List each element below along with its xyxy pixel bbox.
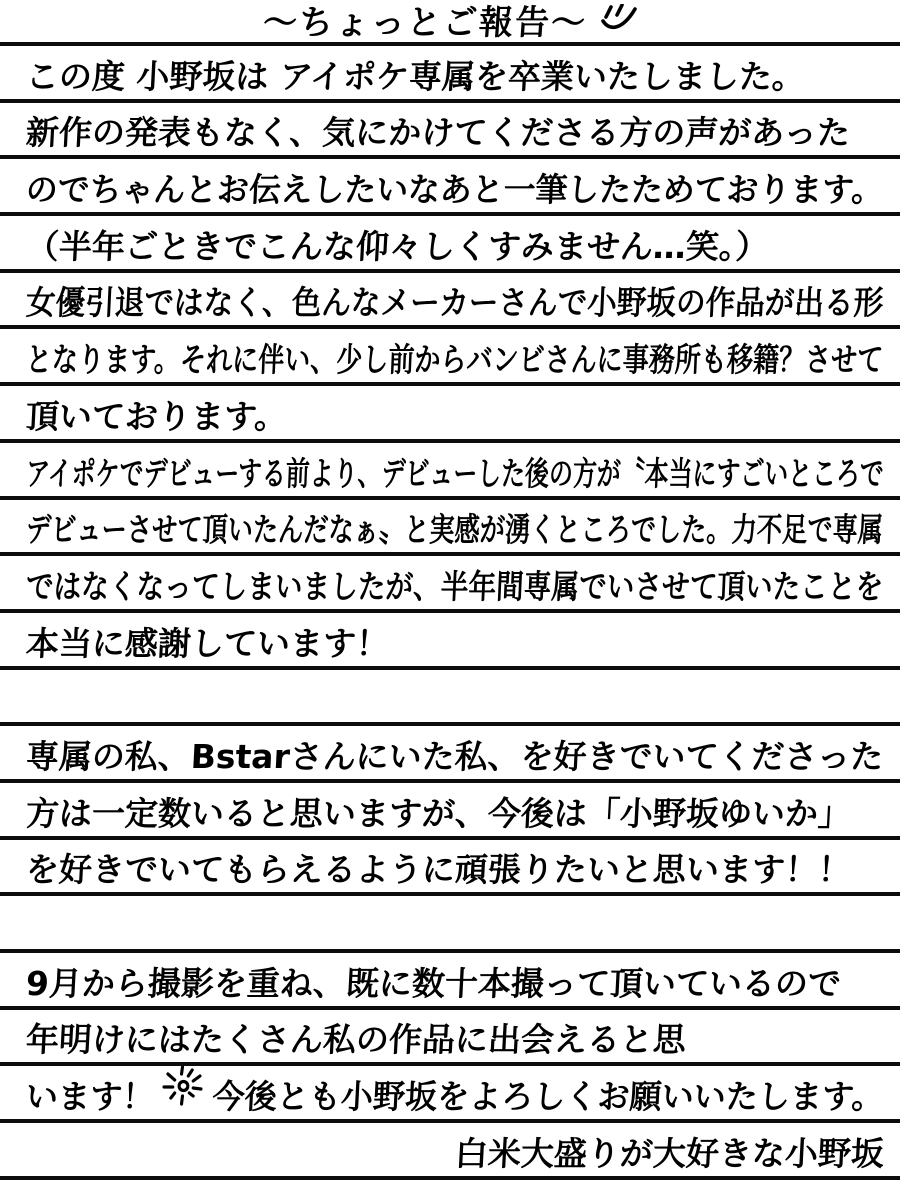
ruled-line-row <box>0 953 900 1010</box>
handwritten-text-segment: のでちゃんとお伝えしたいなあと一筆したためております。 <box>25 170 885 210</box>
ruled-line-row <box>0 103 900 160</box>
handwritten-text <box>25 170 885 211</box>
handwritten-text-segment: ではなくなってしまいましたが、半年間専属でいさせて頂いたことを <box>25 566 885 606</box>
handwritten-text-segment: 年明けにはたくさん私の作品に出会えると思 <box>24 1020 688 1060</box>
handwritten-text <box>24 850 853 891</box>
handwritten-text-segment: 頂いております。 <box>24 396 289 436</box>
handwritten-text <box>24 623 391 665</box>
handwritten-text <box>25 340 884 381</box>
handwritten-text <box>24 56 807 98</box>
smiley-doodle-icon <box>601 4 637 40</box>
ruled-line-row <box>0 670 900 727</box>
handwritten-text-segment: 専属の私、Bstarさんにいた私、を好きでいてくださった <box>24 736 885 776</box>
handwritten-text-segment: を好きでいてもらえるように頑張りたいと思います！！ <box>24 850 853 890</box>
handwritten-text <box>24 113 852 154</box>
ruled-line-row <box>0 443 900 500</box>
handwritten-text-segment: となります。それに伴い、少し前からバンビさんに事務所も移籍？させて <box>25 340 884 380</box>
handwritten-text <box>25 566 885 608</box>
handwritten-text <box>24 396 289 438</box>
ruled-line-row <box>0 1010 900 1067</box>
handwritten-text <box>24 226 770 268</box>
handwritten-text-segment: 9月から撮影を重ね、既に数十本撮って頂いているので <box>24 963 842 1003</box>
ruled-line-row <box>0 726 900 783</box>
handwritten-text <box>25 283 885 324</box>
ruled-line-row <box>0 840 900 897</box>
handwritten-text-segment: 白米大盛りが大好きな小野坂 <box>453 1133 886 1173</box>
ruled-line-row <box>0 46 900 103</box>
ruled-line-row <box>0 216 900 273</box>
handwritten-text <box>26 1062 884 1118</box>
handwritten-text <box>24 793 853 835</box>
handwritten-text <box>25 510 884 551</box>
handwritten-text <box>453 1133 886 1175</box>
handwritten-text-segment: （半年ごときでこんな仰々しくすみません…笑。） <box>24 226 770 266</box>
ruled-line-row <box>0 386 900 443</box>
signature-row <box>0 1123 900 1180</box>
ruled-line-row <box>0 329 900 386</box>
handwritten-text-segment: 今後とも小野坂をよろしくお願いいたします。 <box>211 1077 885 1117</box>
letter-title-row <box>0 0 900 46</box>
letter-title: 〜ちょっとご報告〜 <box>261 3 589 43</box>
handwritten-text-segment: 本当に感謝しています！ <box>24 623 391 663</box>
ruled-line-row <box>0 1066 900 1123</box>
handwritten-text-segment: 女優引退ではなく、色んなメーカーさんで小野坂の作品が出る形 <box>25 283 885 323</box>
handwritten-text-segment: 方は一定数いると思いますが、今後は「小野坂ゆいか」 <box>24 793 853 833</box>
ruled-line-row <box>0 613 900 670</box>
sun-doodle-icon <box>160 1062 207 1113</box>
handwritten-text-segment: います！ <box>25 1077 156 1117</box>
ruled-line-row <box>0 159 900 216</box>
handwritten-text <box>24 736 885 778</box>
handwritten-text-segment: 新作の発表もなく、気にかけてくださる方の声があった <box>24 113 852 153</box>
handwritten-text <box>24 1020 688 1061</box>
handwritten-text-segment: この度 小野坂は アイポケ専属を卒業いたしました。 <box>24 56 807 96</box>
ruled-rows <box>0 46 900 1180</box>
ruled-line-row <box>0 783 900 840</box>
ruled-line-row <box>0 556 900 613</box>
ruled-line-row <box>0 896 900 953</box>
handwritten-text <box>24 963 842 1005</box>
ruled-line-row <box>0 273 900 330</box>
ruled-line-row <box>0 500 900 557</box>
handwritten-text-segment: アイポケでデビューする前より、デビューした後の方が〝本当にすごいところで <box>25 453 885 493</box>
handwritten-text <box>25 453 885 495</box>
handwritten-text-segment: デビューさせて頂いたんだなぁ〟と実感が湧くところでした。力不足で専属 <box>25 510 884 550</box>
